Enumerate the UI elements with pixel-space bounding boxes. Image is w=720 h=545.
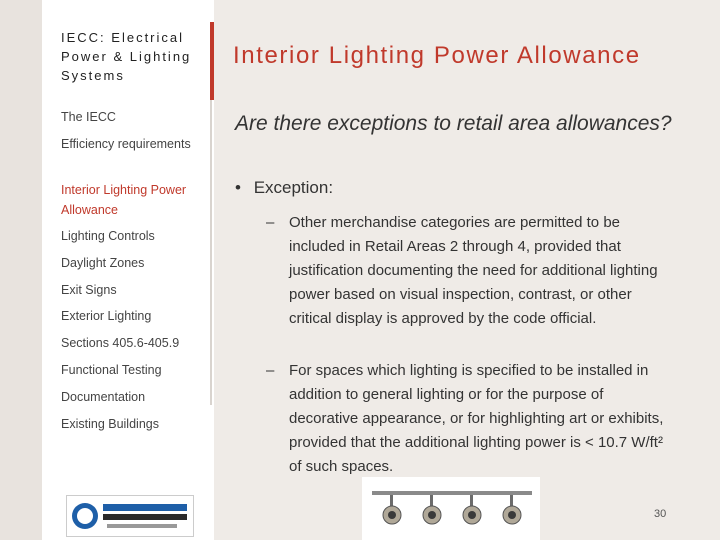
sidebar-item-lighting-controls[interactable]: Lighting Controls [61,229,155,243]
bullet-text: Exception: [253,178,334,197]
sidebar-item-daylight-zones[interactable]: Daylight Zones [61,256,145,270]
page-number: 30 [654,508,667,520]
logo-graphic [67,496,193,536]
question-heading: Are there exceptions to retail area allowances? [235,112,672,135]
sidebar-item-iecc[interactable]: The IECC [61,110,116,124]
bullet-marker: • [235,178,241,197]
track-light-graphic [362,477,540,540]
sidebar-item-interior-lighting[interactable]: Interior Lighting Power Allowance [61,183,187,217]
sub-item-text: Other merchandise categories are permitted to be included in Retail Areas 2 through 4, provided that justification documenting the need for additional lighting power based on visual inspection, contrast, or other critical display is approved by the code official. [289,214,658,327]
sub-item-text: For spaces which lighting is specified to be installed in addition to general lighting or for the purpose of decorative appearance, or for highlighting art or exhibits, provided that the additional lighting power is < 10.7 W/ft² of such spaces. [289,362,664,475]
dash-marker: – [266,214,275,231]
sidebar-item-functional-testing[interactable]: Functional Testing [61,363,162,377]
track-light-image [362,477,540,540]
main-content [214,0,720,540]
sidebar-item-documentation[interactable]: Documentation [61,390,146,404]
sidebar-divider [210,100,212,405]
company-logo [66,495,194,537]
sidebar-item-sections[interactable]: Sections 405.6-405.9 [61,336,180,350]
page-title: Interior Lighting Power Allowance [233,42,641,69]
sub-item-2 [266,359,666,479]
left-stripe [0,0,42,540]
sidebar-title: IECC: Electrical Power & Lighting Systems [61,30,192,83]
sidebar-item-existing-buildings[interactable]: Existing Buildings [61,417,159,431]
sidebar [42,0,210,540]
sidebar-item-exit-signs[interactable]: Exit Signs [61,283,117,297]
sidebar-item-efficiency[interactable]: Efficiency requirements [61,137,191,151]
dash-marker: – [266,362,275,379]
bullet-item [235,178,333,198]
sidebar-item-exterior-lighting[interactable]: Exterior Lighting [61,309,152,323]
sub-item-1 [266,211,666,331]
